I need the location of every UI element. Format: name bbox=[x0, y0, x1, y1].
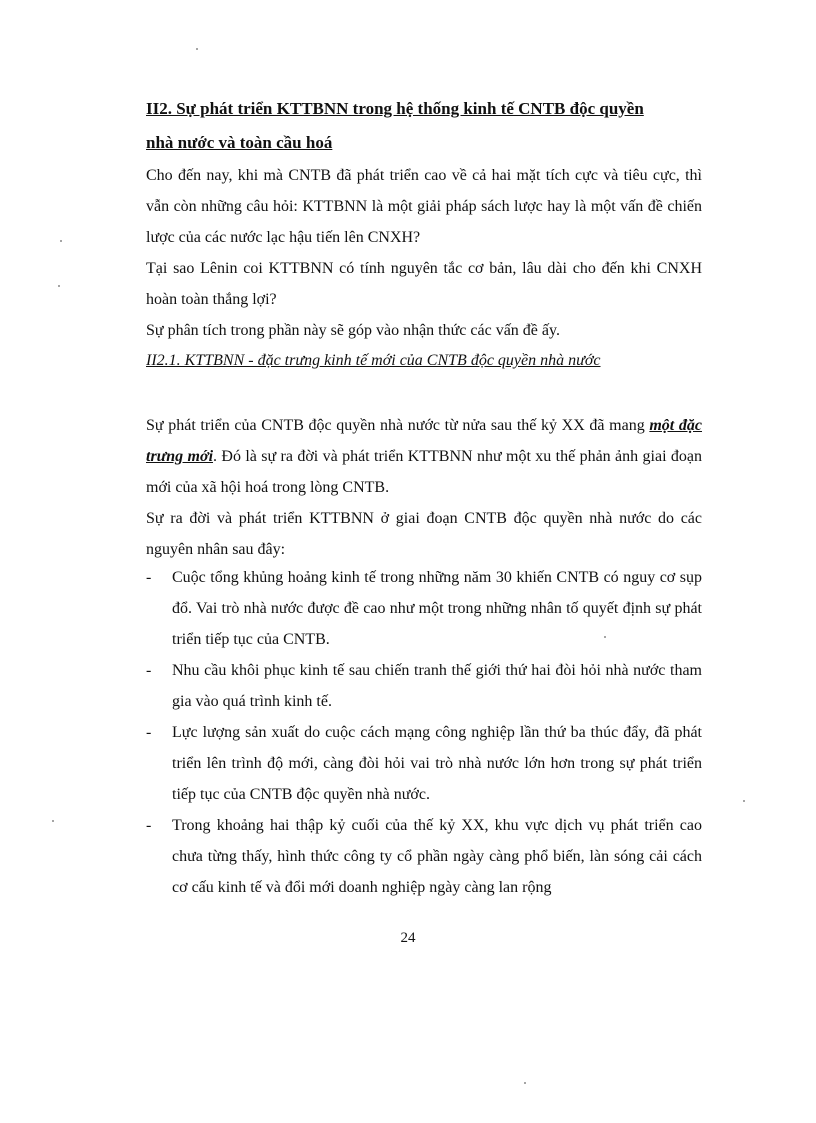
intro-paragraph-1: Cho đến nay, khi mà CNTB đã phát triển cao về cả hai mặt tích cực và tiêu cực, thì vẫn còn những câu hỏi: KTTBNN là một giải pháp sách lược hay là một vấn đề chiến lược của các nước lạc hậu tiến lên CNXH? bbox=[146, 167, 702, 246]
scan-speck bbox=[743, 800, 745, 802]
bullet-dash: - bbox=[146, 662, 152, 679]
section-heading-line1: II2. Sự phát triển KTTBNN trong hệ thống kinh tế CNTB độc quyền bbox=[146, 99, 644, 118]
subsection-title: II2.1. KTTBNN - đặc trưng kinh tế mới của CNTB độc quyền nhà nước bbox=[146, 352, 601, 369]
list-item bbox=[146, 810, 702, 903]
bullet-dash: - bbox=[146, 569, 152, 586]
list-item bbox=[146, 562, 702, 655]
bullet-dash: - bbox=[146, 724, 152, 741]
emphasized-phrase: một đặc trưng mới bbox=[146, 417, 702, 465]
bullet-dash: - bbox=[146, 817, 152, 834]
list-item-text: Nhu cầu khôi phục kinh tế sau chiến tranh thế giới thứ hai đòi hỏi nhà nước tham gia vào quá trình kinh tế. bbox=[172, 662, 702, 710]
scan-speck bbox=[52, 820, 54, 822]
scan-speck bbox=[58, 285, 60, 287]
scan-speck bbox=[524, 1082, 526, 1084]
section-paragraph-1 bbox=[146, 410, 702, 503]
list-item-text: Lực lượng sản xuất do cuộc cách mạng công nghiệp lần thứ ba thúc đẩy, đã phát triển lên trình độ mới, càng đòi hỏi vai trò nhà nước lớn hơn trong sự phát triển tiếp tục của CNTB độc quyền nhà nước. bbox=[172, 724, 702, 803]
scan-speck bbox=[196, 48, 198, 50]
section-heading bbox=[146, 92, 706, 160]
section-heading-line2: nhà nước và toàn cầu hoá bbox=[146, 133, 333, 152]
list-item-text: Cuộc tổng khủng hoảng kinh tế trong những năm 30 khiến CNTB có nguy cơ sụp đổ. Vai trò nhà nước được đề cao như một trong những nhân tố quyết định sự phát triển tiếp tục của CNTB. bbox=[172, 569, 702, 648]
intro-paragraph-2: Tại sao Lênin coi KTTBNN có tính nguyên tắc cơ bản, lâu dài cho đến khi CNXH hoàn toàn thắng lợi? bbox=[146, 260, 702, 308]
list-item-text: Trong khoảng hai thập kỷ cuối của thế kỷ XX, khu vực dịch vụ phát triển cao chưa từng thấy, hình thức công ty cổ phần ngày càng phổ biến, làn sóng cải cách cơ cấu kinh tế và đổi mới doanh nghiệp ngày càng lan rộng bbox=[172, 817, 702, 896]
list-item bbox=[146, 717, 702, 810]
section-paragraph-1-start: Sự phát triển của CNTB độc quyền nhà nước từ nửa sau thế kỷ XX đã mang bbox=[146, 417, 650, 434]
section-paragraph-1-end: . Đó là sự ra đời và phát triển KTTBNN như một xu thế phản ảnh giai đoạn mới của xã hội hoá trong lòng CNTB. bbox=[146, 448, 702, 496]
intro-paragraph-3: Sự phân tích trong phần này sẽ góp vào nhận thức các vấn đề ấy. bbox=[146, 322, 560, 339]
list-item bbox=[146, 655, 702, 717]
cause-list bbox=[146, 562, 702, 903]
scan-speck bbox=[60, 240, 62, 242]
page-number: 24 bbox=[400, 930, 416, 946]
section-paragraph-2: Sự ra đời và phát triển KTTBNN ở giai đoạn CNTB độc quyền nhà nước do các nguyên nhân sau đây: bbox=[146, 510, 702, 558]
